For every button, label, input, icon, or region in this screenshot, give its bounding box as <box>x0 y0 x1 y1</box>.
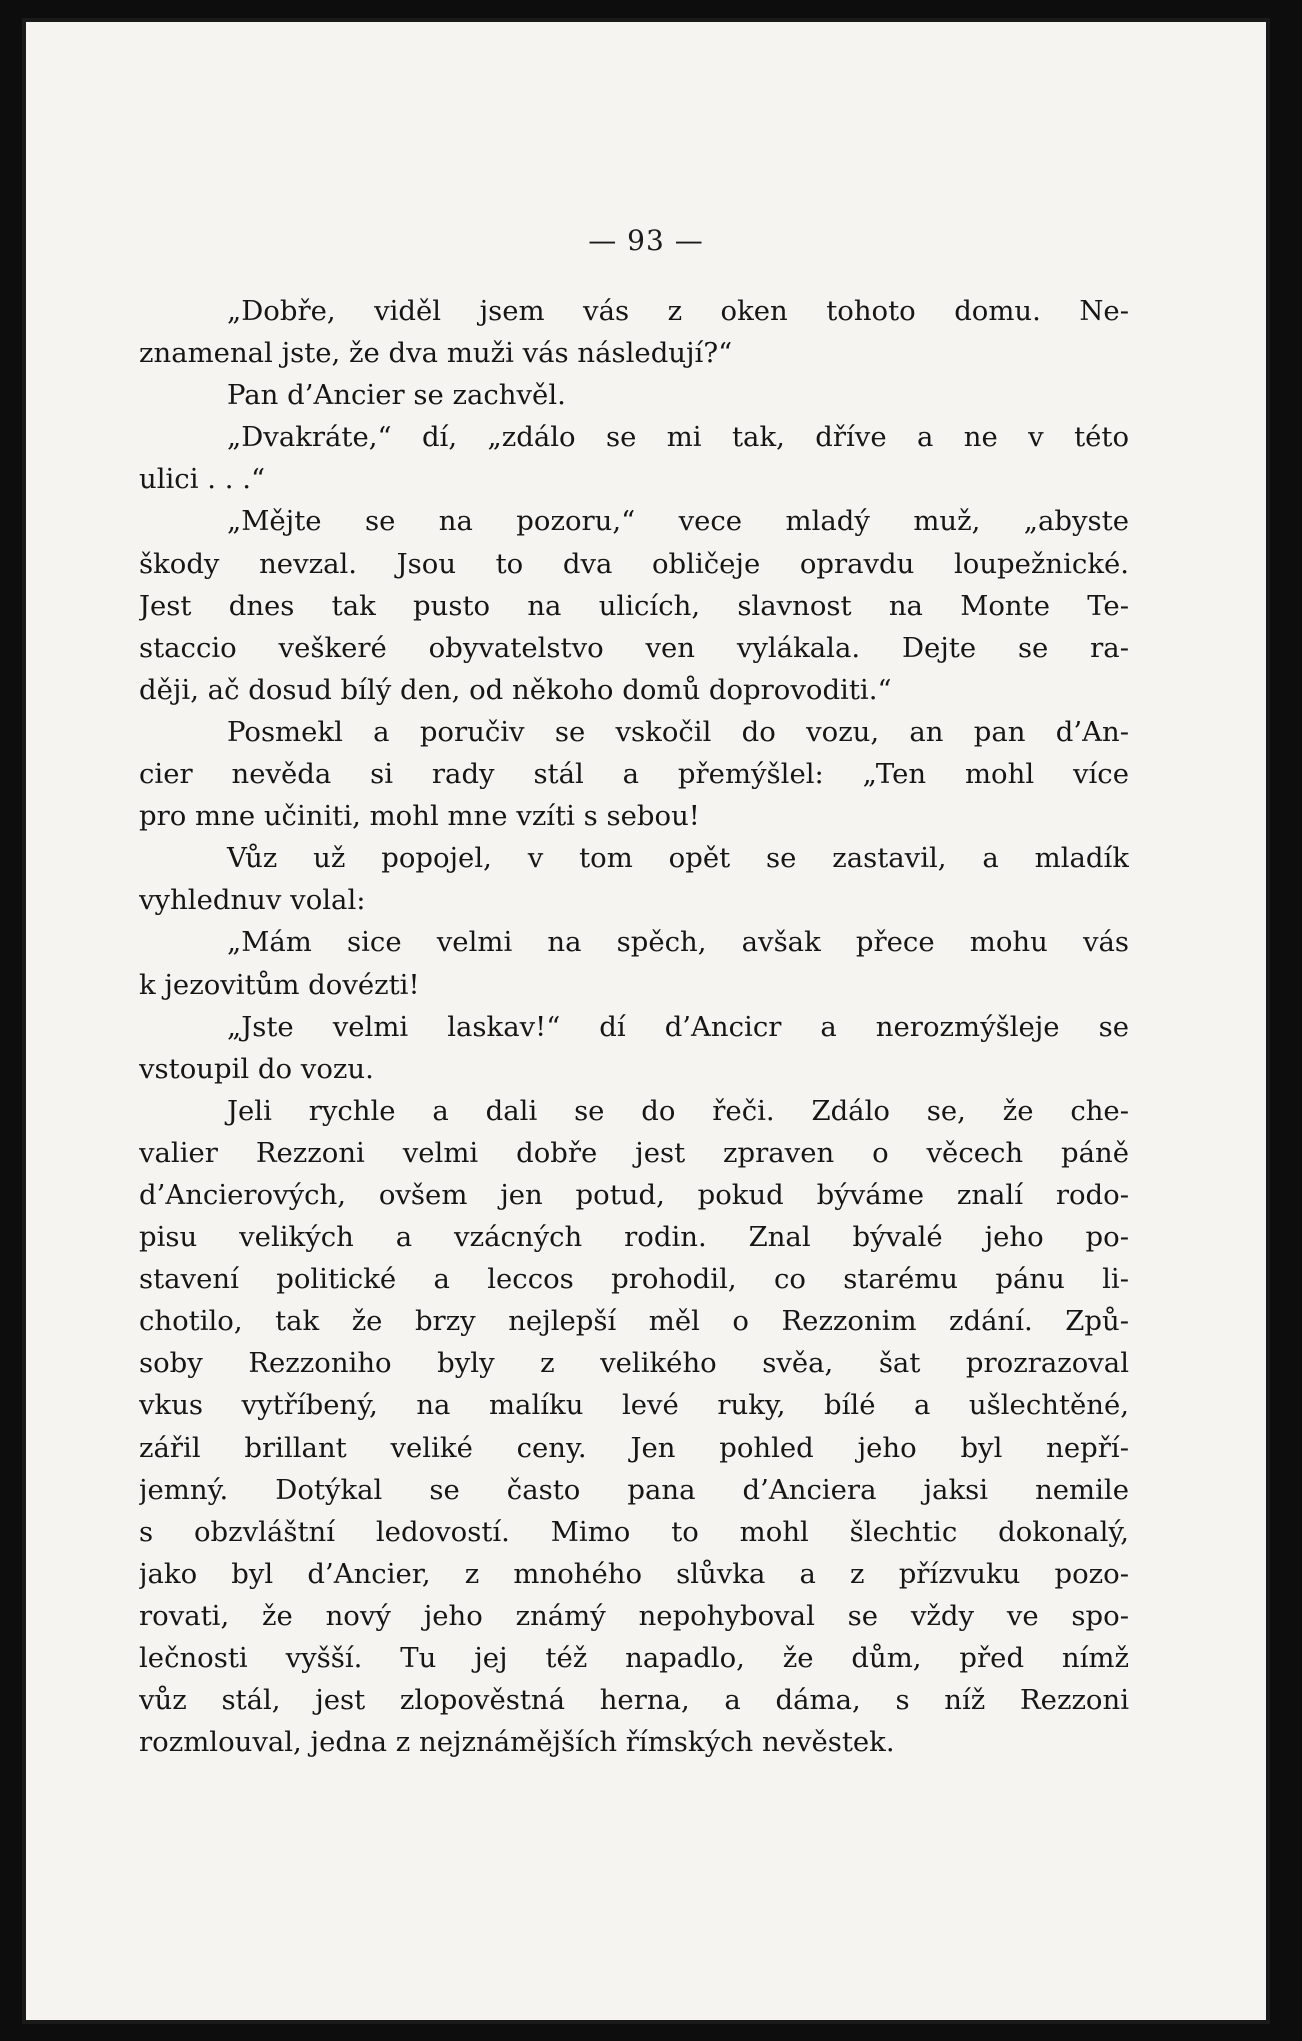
text-line: k jezovitům dovézti! <box>139 968 420 1001</box>
text-line: vkus vytříbený, na malíku levé ruky, bílé a ušlechtěné, <box>139 1389 1129 1422</box>
text-line: škody nevzal. Jsou to dva obličeje opravdu loupežnické. <box>139 547 1129 580</box>
text-line: stavení politické a leccos prohodil, co starému pánu li- <box>139 1263 1129 1296</box>
text-line: d’Ancierových, ovšem jen potud, pokud býváme znalí rodo- <box>139 1178 1129 1211</box>
text-line: ulici . . .“ <box>139 463 266 496</box>
text-line: Pan d’Ancier se zachvěl. <box>227 379 566 412</box>
text-line: Vůz už popojel, v tom opět se zastavil, a mladík <box>227 842 1129 875</box>
text-line: rovati, že nový jeho známý nepohyboval se vždy ve spo- <box>139 1599 1129 1632</box>
text-line: valier Rezzoni velmi dobře jest zpraven o věcech páně <box>139 1136 1129 1169</box>
text-line: lečnosti vyšší. Tu jej též napadlo, že dům, před nímž <box>139 1642 1129 1674</box>
text-line: znamenal jste, že dva muži vás následují?“ <box>139 337 733 370</box>
body-text <box>139 290 1129 1763</box>
book-page <box>22 18 1270 2024</box>
text-line: pro mne učiniti, mohl mne vzíti s sebou! <box>139 800 700 833</box>
text-line: „Mám sice velmi na spěch, avšak přece mohu vás <box>227 926 1129 959</box>
text-line: jemný. Dotýkal se často pana d’Anciera jaksi nemile <box>139 1473 1129 1506</box>
text-line: rozmlouval, jedna z nejznámějších římských nevěstek. <box>139 1726 895 1759</box>
text-line: „Dvakráte,“ dí, „zdálo se mi tak, dříve a ne v této <box>227 421 1129 454</box>
text-line: Posmekl a poručiv se vskočil do vozu, an pan d’An- <box>227 715 1129 748</box>
text-line: Jest dnes tak pusto na ulicích, slavnost na Monte Te- <box>139 589 1129 622</box>
text-line: jako byl d’Ancier, z mnohého slůvka a z přízvuku pozo- <box>139 1557 1129 1590</box>
text-line: „Mějte se na pozoru,“ vece mladý muž, „abyste <box>227 505 1129 538</box>
text-line: zářil brillant veliké ceny. Jen pohled jeho byl nepří- <box>139 1431 1129 1464</box>
text-line: staccio veškeré obyvatelstvo ven vylákala. Dejte se ra- <box>139 631 1129 664</box>
text-line: „Jste velmi laskav!“ dí d’Ancicr a nerozmýšleje se <box>227 1010 1129 1043</box>
text-line: pisu velikých a vzácných rodin. Znal bývalé jeho po- <box>139 1221 1129 1254</box>
text-line: Jeli rychle a dali se do řeči. Zdálo se, že che- <box>227 1094 1129 1127</box>
text-line: chotilo, tak že brzy nejlepší měl o Rezzonim zdání. Způ- <box>139 1305 1129 1338</box>
text-line: vstoupil do vozu. <box>139 1052 374 1085</box>
text-line: „Dobře, viděl jsem vás z oken tohoto domu. Ne- <box>227 295 1129 327</box>
text-line: soby Rezzoniho byly z velikého svěa, šat prozrazoval <box>139 1347 1129 1380</box>
text-line: vůz stál, jest zlopověstná herna, a dáma, s níž Rezzoni <box>139 1684 1129 1717</box>
text-line: ději, ač dosud bílý den, od někoho domů doprovoditi.“ <box>139 673 892 706</box>
text-line: vyhlednuv volal: <box>139 884 366 917</box>
page-number: — 93 — <box>588 224 704 257</box>
text-line: s obzvláštní ledovostí. Mimo to mohl šlechtic dokonalý, <box>139 1515 1129 1548</box>
text-line: cier nevěda si rady stál a přemýšlel: „Ten mohl více <box>139 758 1129 791</box>
